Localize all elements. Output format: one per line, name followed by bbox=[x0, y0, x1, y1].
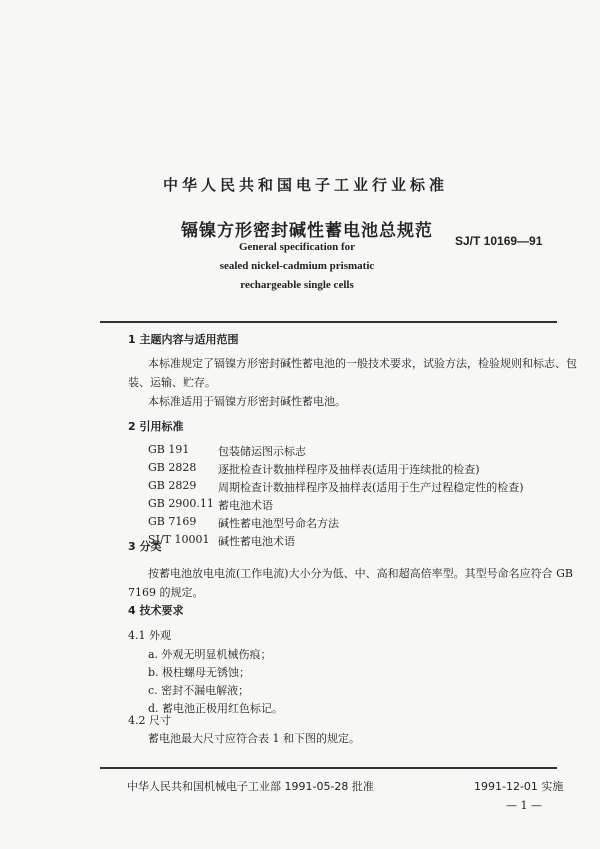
list-item: a. 外观无明显机械伤痕； bbox=[148, 648, 272, 661]
list-item: c. 密封不漏电解液； bbox=[148, 684, 250, 697]
paragraph: 本标准规定了镉镍方形密封碱性蓄电池的一般技术要求，试验方法，检验规则和标志、包 bbox=[148, 357, 577, 370]
org-title: 中华人民共和国电子工业行业标准 bbox=[163, 176, 449, 194]
title-en-line: rechargeable single cells bbox=[240, 279, 354, 291]
paragraph: 按蓄电池放电电流(工作电流)大小分为低、中、高和超高倍率型。其型号命名应符合 GB bbox=[148, 567, 573, 580]
section-4-heading: 4 技术要求 bbox=[128, 604, 184, 617]
ref-title: 碱性蓄电池型号命名方法 bbox=[218, 517, 339, 530]
ref-title: 蓄电池术语 bbox=[218, 499, 273, 512]
standard-code: SJ/T 10169—91 bbox=[455, 234, 543, 248]
paragraph: 装、运输、贮存。 bbox=[128, 376, 216, 389]
title-en-line: General specification for bbox=[238, 241, 356, 253]
section-1-heading: 1 主题内容与适用范围 bbox=[128, 333, 239, 346]
page-number: — 1 — bbox=[506, 799, 542, 812]
ref-title: 碱性蓄电池术语 bbox=[218, 535, 295, 548]
paragraph: 蓄电池最大尺寸应符合表 1 和下图的规定。 bbox=[148, 732, 360, 745]
approval-note: 中华人民共和国机械电子工业部 1991-05-28 批准 bbox=[127, 780, 374, 793]
ref-code: GB 2900.11 bbox=[148, 497, 214, 510]
ref-code: GB 191 bbox=[148, 443, 190, 456]
paragraph: 7169 的规定。 bbox=[128, 586, 204, 599]
section-3-heading: 3 分类 bbox=[128, 540, 162, 553]
subsection-4-2-heading: 4.2 尺寸 bbox=[128, 714, 171, 727]
subsection-4-1-heading: 4.1 外观 bbox=[128, 629, 171, 642]
ref-title: 包装储运图示标志 bbox=[218, 445, 306, 458]
ref-title: 逐批检查计数抽样程序及抽样表(适用于连续批的检查) bbox=[218, 463, 480, 476]
ref-title: 周期检查计数抽样程序及抽样表(适用于生产过程稳定性的检查) bbox=[218, 481, 524, 494]
section-2-heading: 2 引用标准 bbox=[128, 420, 184, 433]
ref-code: SJ/T 10001 bbox=[148, 533, 210, 546]
effective-date: 1991-12-01 实施 bbox=[474, 780, 564, 793]
paragraph: 本标准适用于镉镍方形密封碱性蓄电池。 bbox=[148, 395, 346, 408]
document-title-cn: 镉镍方形密封碱性蓄电池总规范 bbox=[181, 221, 433, 241]
title-en-line: sealed nickel-cadmium prismatic bbox=[219, 260, 375, 272]
ref-code: GB 2828 bbox=[148, 461, 197, 474]
ref-code: GB 7169 bbox=[148, 515, 197, 528]
footer-divider bbox=[100, 767, 557, 769]
ref-code: GB 2829 bbox=[148, 479, 197, 492]
header-divider bbox=[100, 321, 557, 323]
list-item: d. 蓄电池正极用红色标记。 bbox=[148, 702, 284, 715]
list-item: b. 极柱螺母无锈蚀； bbox=[148, 666, 251, 679]
